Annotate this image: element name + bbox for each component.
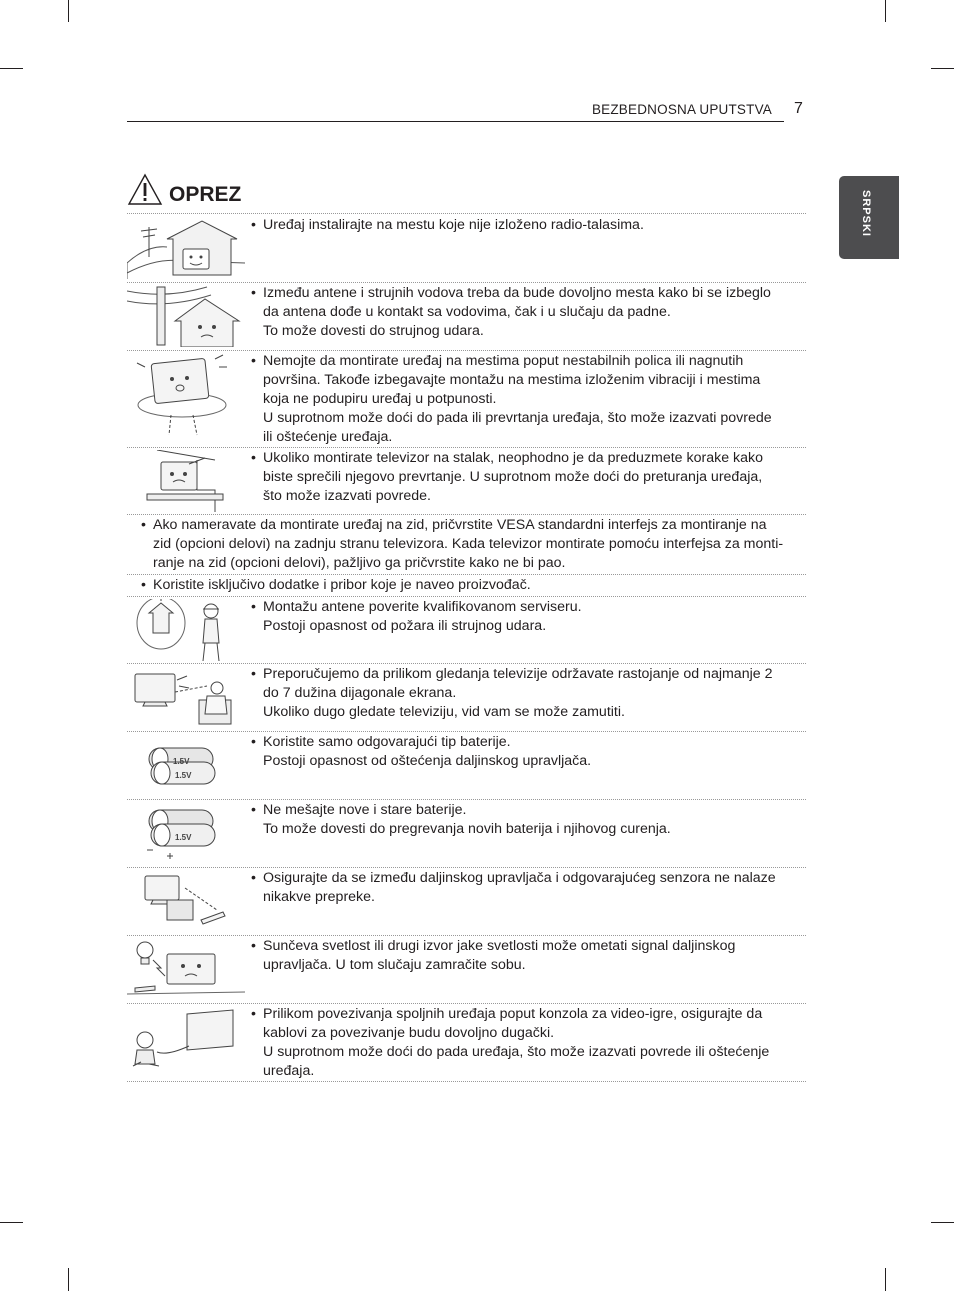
caution-item <box>127 1003 806 1082</box>
caution-item <box>127 282 806 351</box>
caution-item-body: Uređaj instalirajte na mestu koje nije izloženo radio-talasima. <box>263 217 644 233</box>
caution-item <box>127 447 806 515</box>
caution-item-text: • Između antene i strujnih vodova treba da bude dovoljno mesta kako bi se izbeglo da antena dođe u kontakt sa vodovima, čak i u slučaju da padne. To može dovesti do strujnog udara. <box>251 284 791 341</box>
caution-item <box>127 514 806 575</box>
crop-mark <box>931 1222 954 1223</box>
header-rule <box>127 121 784 122</box>
caution-item-body: Preporučujemo da prilikom gledanja televizije održavate rastojanje od najmanje 2 do 7 dužina dijagonale ekrana. Ukoliko dugo gledate televiziju, vid vam se može zamutiti. <box>263 666 773 720</box>
caution-item-text: • Koristite samo odgovarajući tip baterije. Postoji opasnost od oštećenja daljinskog upravljača. <box>251 733 791 771</box>
caution-item-body: Sunčeva svetlost ili drugi izvor jake svetlosti može ometati signal daljinskog upravljača. U tom slučaju zamračite sobu. <box>263 938 736 973</box>
page-number: 7 <box>794 100 803 117</box>
caution-item-text: • Sunčeva svetlost ili drugi izvor jake svetlosti može ometati signal daljinskog upravljača. U tom slučaju zamračite sobu. <box>251 937 791 975</box>
crop-mark <box>68 0 69 22</box>
mixed-batteries-illustration <box>127 802 245 864</box>
caution-item-text: • Koristite isključivo dodatke i pribor koje je naveo proizvođač. <box>141 576 806 595</box>
caution-item-body: Nemojte da montirate uređaj na mestima poput nestabilnih polica ili nagnutih površina. Takođe izbegavajte montažu na mestima izloženim vibraciji i mestima koja ne podupiru uređaj u potpunosti. U suprotnom može doći do pada ili prevrtanja uređaja, što može izazvati povrede ili oštećenje uređaja. <box>263 353 772 445</box>
caution-item-body: Ukoliko montirate televizor na stalak, neophodno je da preduzmete korake kako biste sprečili njegovo prevrtanje. U suprotnom može doći do preturanja uređaja, što može izazvati povrede. <box>263 450 763 504</box>
remote-obstacle-illustration <box>127 870 245 932</box>
battery-voltage-label: 1.5V <box>173 757 190 766</box>
viewing-distance-illustration <box>127 666 245 728</box>
caution-item-text: • Ne mešajte nove i stare baterije. To može dovesti do pregrevanja novih baterija i njihovog curenja. <box>251 801 791 839</box>
crop-mark <box>68 1268 69 1291</box>
batteries-illustration <box>127 734 245 796</box>
caution-item-text: • Ukoliko montirate televizor na stalak, neophodno je da preduzmete korake kako biste sprečili njegovo prevrtanje. U suprotnom može doći do preturanja uređaja, što može izazvati povrede. <box>251 449 791 506</box>
crop-mark <box>885 0 886 22</box>
caution-item <box>127 214 806 283</box>
caution-item-text: • Prilikom povezivanja spoljnih uređaja poput konzola za video-igre, osigurajte da kablovi za povezivanje budu dovoljno dugački. U suprotnom može doći do pada uređaja, što može izazvati povrede ili oštećenje uređaja. <box>251 1005 791 1081</box>
caution-item-text: • Preporučujemo da prilikom gledanja televizije održavate rastojanje od najmanje 2 do 7 dužina dijagonale ekrana. Ukoliko dugo gledate televiziju, vid vam se može zamutiti. <box>251 665 791 722</box>
caution-item-body: Između antene i strujnih vodova treba da bude dovoljno mesta kako bi se izbeglo da antena dođe u kontakt sa vodovima, čak i u slučaju da padne. To može dovesti do strujnog udara. <box>263 285 771 339</box>
caution-item-body: Koristite samo odgovarajući tip baterije. Postoji opasnost od oštećenja daljinskog upravljača. <box>263 734 592 769</box>
crop-mark <box>0 1222 23 1223</box>
caution-item <box>127 731 806 800</box>
antenna-technician-illustration <box>127 599 245 661</box>
caution-item <box>127 799 806 868</box>
crop-mark <box>931 68 954 69</box>
caution-item-body: Ne mešajte nove i stare baterije. To može dovesti do pregrevanja novih baterija i njihovog curenja. <box>263 802 671 837</box>
caution-item-text: • Uređaj instalirajte na mestu koje nije izloženo radio-talasima. <box>251 216 791 235</box>
caution-item <box>127 935 806 1004</box>
caution-item-body: Osigurajte da se između daljinskog upravljača i odgovarajućeg senzora ne nalaze nikakve prepreke. <box>263 870 776 905</box>
warning-triangle-icon <box>127 173 163 207</box>
caution-item-text: • Montažu antene poverite kvalifikovanom serviseru. Postoji opasnost od požara ili strujnog udara. <box>251 598 791 636</box>
strong-light-illustration <box>127 938 245 1000</box>
crop-mark <box>0 68 23 69</box>
caution-item <box>127 350 806 448</box>
battery-voltage-label: 1.5V <box>175 833 192 842</box>
caution-item-text: • Osigurajte da se između daljinskog upravljača i odgovarajućeg senzora ne nalaze nikakve prepreke. <box>251 869 791 907</box>
battery-voltage-label: 1.5V <box>175 771 192 780</box>
power-line-antenna-illustration <box>127 285 245 347</box>
caution-item-body: Ako nameravate da montirate uređaj na zid, pričvrstite VESA standardni interfejs za montiranje na zid (opcioni delovi) na zadnju stranu televizora. Kada televizor montirate pomoću interfejsa za monti- ranje na zid (opcioni delovi), pažljivo ga pričvrstite kako ne bi pao. <box>153 517 784 571</box>
caution-title: OPREZ <box>169 183 242 206</box>
caution-item-body: Koristite isključivo dodatke i pribor koje je naveo proizvođač. <box>153 577 531 593</box>
tv-stand-secured-illustration <box>127 450 245 512</box>
caution-item-text: • Ako nameravate da montirate uređaj na zid, pričvrstite VESA standardni interfejs za montiranje na zid (opcioni delovi) na zadnju stranu televizora. Kada televizor montirate pomoću interfejsa za monti- ranje na zid (opcioni delovi), pažljivo ga pričvrstite kako ne bi pao. <box>141 516 806 573</box>
language-tab-label: SRPSKI <box>860 190 872 237</box>
language-tab <box>839 176 899 259</box>
caution-item <box>127 596 806 664</box>
caution-item-body: Montažu antene poverite kvalifikovanom serviseru. Postoji opasnost od požara ili strujnog udara. <box>263 599 582 634</box>
caution-item <box>127 867 806 936</box>
caution-item-body: Prilikom povezivanja spoljnih uređaja poput konzola za video-igre, osigurajte da kablovi za povezivanje budu dovoljno dugački. U suprotnom može doći do pada uređaja, što može izazvati povrede ili oštećenje uređaja. <box>263 1006 770 1079</box>
house-antenna-illustration <box>127 217 245 279</box>
running-header: BEZBEDNOSNA UPUTSTVA <box>591 102 772 117</box>
unstable-tv-illustration <box>127 353 245 443</box>
caution-item <box>127 574 806 597</box>
crop-mark <box>885 1268 886 1291</box>
caution-item <box>127 663 806 732</box>
cable-length-illustration <box>127 1006 245 1076</box>
caution-item-text: • Nemojte da montirate uređaj na mestima poput nestabilnih polica ili nagnutih površina. Takođe izbegavajte montažu na mestima izloženim vibraciji i mestima koja ne podupiru uređaj u potpunosti. U suprotnom može doći do pada ili prevrtanja uređaja, što može izazvati povrede ili oštećenje uređaja. <box>251 352 791 447</box>
